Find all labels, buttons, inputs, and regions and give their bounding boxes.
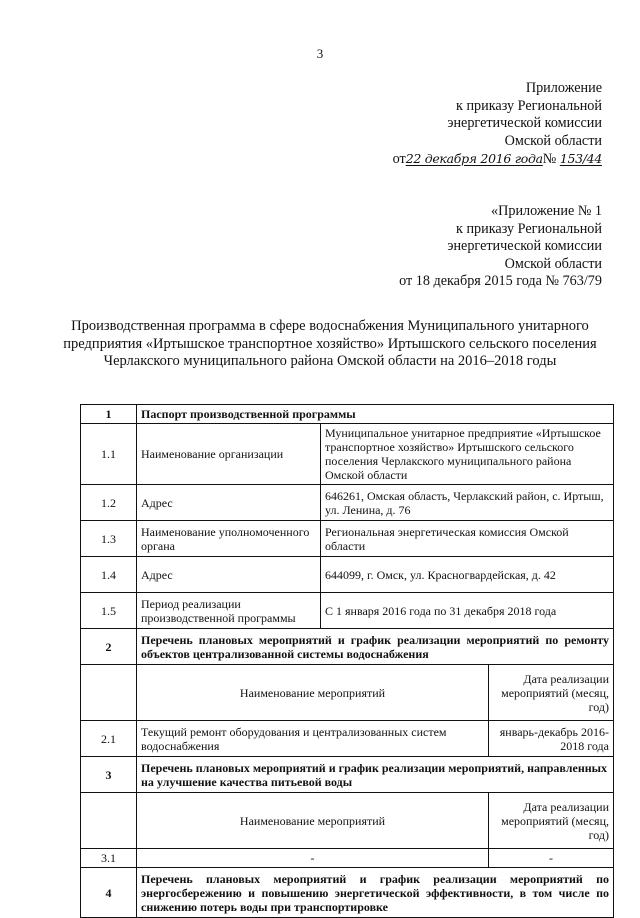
- row-number: 4: [81, 868, 137, 918]
- row-label: Адрес: [137, 557, 321, 593]
- table-row: [81, 665, 614, 721]
- column-header-date: Дата реализации мероприятий (месяц, год): [489, 793, 614, 849]
- row-value: 644099, г. Омск, ул. Красногвардейская, д. 42: [321, 557, 614, 593]
- appendix-1-line: Омской области: [504, 255, 602, 272]
- section-heading: Перечень плановых мероприятий и график реализации мероприятий по энергосбережению и повышению энергетической эффективности, в том числе по снижению потерь воды при транспортировке: [137, 868, 614, 918]
- measure-date: -: [489, 849, 614, 868]
- row-value: Муниципальное унитарное предприятие «Иртышское транспортное хозяйство» Иртышского сельского поселения Черлакского муниципального района Омской области: [321, 424, 614, 485]
- row-number: 1.1: [81, 424, 137, 485]
- row-number: 1.2: [81, 485, 137, 521]
- row-number: 1.3: [81, 521, 137, 557]
- production-program-table: [80, 404, 614, 918]
- appendix-1-line: к приказу Региональной: [456, 220, 602, 237]
- table-row: [81, 721, 614, 757]
- row-number: 2: [81, 629, 137, 665]
- table-row: [81, 521, 614, 557]
- appendix-line: энергетической комиссии: [447, 115, 602, 131]
- row-label: Наименование уполномоченного органа: [137, 521, 321, 557]
- appendix-header: [393, 80, 602, 169]
- table-row: [81, 793, 614, 849]
- column-header-name: Наименование мероприятий: [137, 793, 489, 849]
- appendix-line: Приложение: [525, 80, 602, 96]
- measure-date: январь-декабрь 2016-2018 года: [489, 721, 614, 757]
- table-row: [81, 557, 614, 593]
- section-heading: Перечень плановых мероприятий и график реализации мероприятий по ремонту объектов централизованной системы водоснабжения: [137, 629, 614, 665]
- document-title: Производственная программа в сфере водоснабжения Муниципального унитарного предприятия «Иртышское транспортное хозяйство» Иртышского сельского поселения Черлакского муниципального района Омской области на 2016–2018 годы: [63, 318, 597, 369]
- row-value: С 1 января 2016 года по 31 декабря 2018 года: [321, 593, 614, 629]
- section-heading: Паспорт производственной программы: [137, 405, 614, 424]
- row-number: 1: [81, 405, 137, 424]
- appendix-line: к приказу Региональной: [456, 97, 602, 114]
- empty-cell: [81, 665, 137, 721]
- appendix-1-line: энергетической комиссии: [447, 238, 602, 254]
- row-value: Региональная энергетическая комиссия Омской области: [321, 521, 614, 557]
- row-value: 646261, Омская область, Черлакский район, с. Иртыш, ул. Ленина, д. 76: [321, 485, 614, 521]
- measure-name: Текущий ремонт оборудования и централизованных систем водоснабжения: [137, 721, 489, 757]
- handwritten-order-date: 22 декабря 2016 года: [405, 151, 543, 166]
- section-heading: Перечень плановых мероприятий и график реализации мероприятий, направленных на улучшение качества питьевой воды: [137, 757, 614, 793]
- table-row: [81, 868, 614, 918]
- row-number: 3: [81, 757, 137, 793]
- order-line: [393, 150, 602, 169]
- table-row: [81, 485, 614, 521]
- column-header-date: Дата реализации мероприятий (месяц, год): [489, 665, 614, 721]
- order-prefix: от: [392, 151, 406, 167]
- table-row: [81, 424, 614, 485]
- table-row: [81, 849, 614, 868]
- measure-name: -: [137, 849, 489, 868]
- row-number: 1.5: [81, 593, 137, 629]
- appendix-1-line: от 18 декабря 2015 года № 763/79: [399, 273, 602, 289]
- row-number: 3.1: [81, 849, 137, 868]
- empty-cell: [81, 793, 137, 849]
- row-label: Период реализации производственной программы: [137, 593, 321, 629]
- appendix-line: Омской области: [504, 132, 602, 149]
- appendix-1-header: [399, 203, 602, 291]
- row-label: Наименование организации: [137, 424, 321, 485]
- row-number: 1.4: [81, 557, 137, 593]
- table-row: [81, 757, 614, 793]
- handwritten-order-number: 153/44: [559, 151, 602, 166]
- table-row: [81, 629, 614, 665]
- appendix-1-line: «Приложение № 1: [491, 203, 602, 219]
- page-number: 3: [316, 46, 324, 61]
- order-number-label: №: [542, 151, 557, 167]
- table-row: [81, 593, 614, 629]
- row-label: Адрес: [137, 485, 321, 521]
- column-header-name: Наименование мероприятий: [137, 665, 489, 721]
- table-row: [81, 405, 614, 424]
- row-number: 2.1: [81, 721, 137, 757]
